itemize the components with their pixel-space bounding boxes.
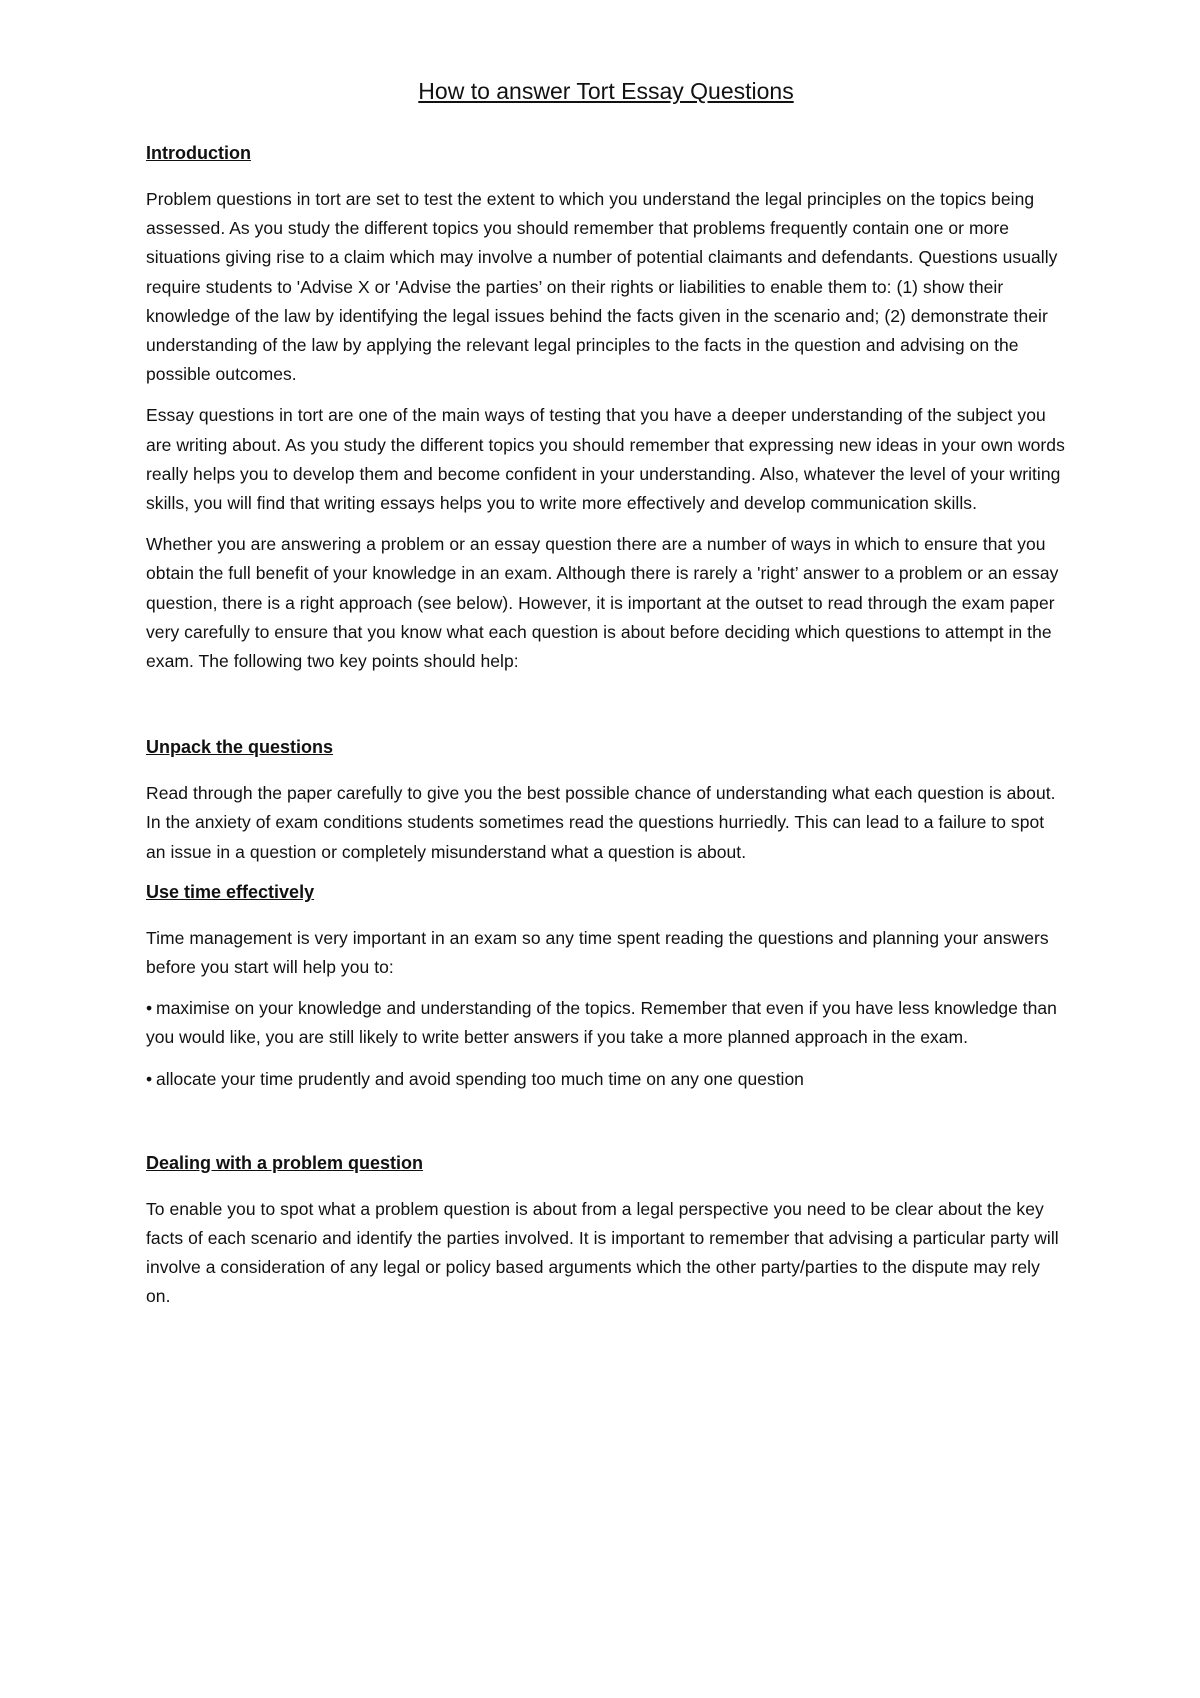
bullet-text: allocate your time prudently and avoid spending too much time on any one question [156, 1068, 804, 1089]
section-heading-problem: Dealing with a problem question [146, 1152, 424, 1173]
intro-paragraph-3: Whether you are answering a problem or an essay question there are a number of ways in which to ensure that you obtain the full benefit of your knowledge in an exam. Although there is rarely a 'right’ answer to a problem or an essay question, there is a right approach (see below). However, it is important at the outset to read through the exam paper very carefully to ensure that you know what each question is about before deciding which questions to attempt in the exam. The following two key points should help: [146, 534, 1059, 672]
document-title: How to answer Tort Essay Questions [418, 78, 794, 104]
section-heading-unpack: Unpack the questions [146, 737, 334, 758]
document-content [146, 76, 1066, 1324]
time-intro-paragraph: Time management is very important in an exam so any time spent reading the questions and planning your answers before you start will help you to: [146, 927, 1049, 978]
unpack-paragraph-1: Read through the paper carefully to give you the best possible chance of understanding what each question is about. In the anxiety of exam conditions students sometimes read the questions hurriedly. This can lead to a failure to spot an issue in a question or completely misunderstand what a question is about. [146, 783, 1056, 862]
problem-paragraph-1: To enable you to spot what a problem question is about from a legal perspective you need to be clear about the key facts of each scenario and identify the parties involved. It is important to remember that advising a particular party will involve a consideration of any legal or policy based arguments which the other party/parties to the dispute may rely on. [146, 1198, 1059, 1307]
bullet-icon: • [146, 1068, 153, 1089]
bullet-text: maximise on your knowledge and understanding of the topics. Remember that even if you have less knowledge than you would like, you are still likely to write better answers if you take a more planned approach in the exam. [146, 998, 1057, 1048]
spacer [146, 688, 1066, 734]
bullet-item-2 [146, 1065, 1066, 1094]
section-heading-introduction: Introduction [146, 143, 251, 163]
bullet-item-1 [146, 994, 1066, 1052]
section-heading-time: Use time effectively [146, 881, 315, 902]
bullet-icon: • [146, 998, 153, 1019]
intro-paragraph-2: Essay questions in tort are one of the main ways of testing that you have a deeper understanding of the subject you are writing about. As you study the different topics you should remember that expressing new ideas in your own words really helps you to develop them and become confident in your understanding. Also, whatever the level of your writing skills, you will find that writing essays helps you to write more effectively and develop communication skills. [146, 405, 1065, 514]
spacer [146, 1106, 1066, 1150]
intro-paragraph-1: Problem questions in tort are set to test the extent to which you understand the legal principles on the topics being assessed. As you study the different topics you should remember that problems frequently contain one or more situations giving rise to a claim which may involve a number of potential claimants and defendants. Questions usually require students to 'Advise X or 'Advise the parties’ on their rights or liabilities to enable them to: (1) show their knowledge of the law by identifying the legal issues behind the facts given in the scenario and; (2) demonstrate their understanding of the law by applying the relevant legal principles to the facts in the question and advising on the possible outcomes. [146, 189, 1058, 385]
